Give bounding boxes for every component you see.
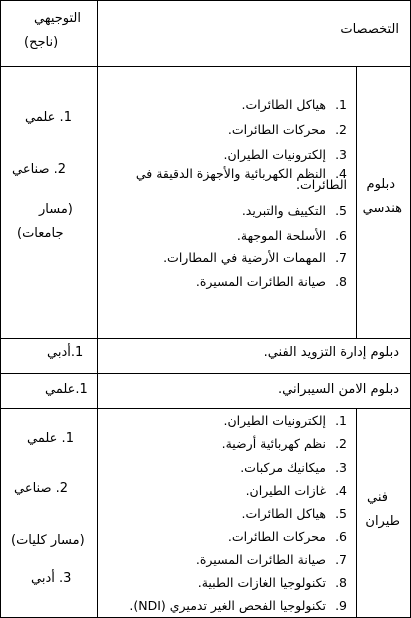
list-item: 8. صيانة الطائرات المسيرة. bbox=[195, 274, 347, 289]
column-divider bbox=[356, 408, 357, 617]
column-divider bbox=[356, 66, 357, 338]
list-item: 1. إلكترونيات الطيران. bbox=[223, 413, 347, 428]
list-item: 6. محركات الطائرات. bbox=[227, 529, 347, 544]
header-specializations: التخصصات bbox=[340, 22, 399, 37]
list-item: 9. تكنولوجيا الفحص الغير تدميري (NDI). bbox=[129, 598, 347, 613]
requirement: 2. صناعي bbox=[12, 162, 67, 177]
requirement: 3. أدبي bbox=[31, 571, 72, 586]
row-divider bbox=[0, 66, 411, 67]
list-item: 3. إلكترونيات الطيران. bbox=[223, 147, 347, 162]
list-item: 6. الأسلحة الموجهة. bbox=[236, 228, 347, 243]
row-divider bbox=[0, 373, 411, 374]
list-item: 5. هياكل الطائرات. bbox=[241, 506, 347, 521]
list-item: 1. هياكل الطائرات. bbox=[241, 97, 347, 112]
list-item: 5. التكييف والتبريد. bbox=[241, 203, 347, 218]
row-name-line1: فني bbox=[367, 490, 388, 505]
row-divider bbox=[0, 408, 411, 409]
requirement: جامعات) bbox=[17, 226, 64, 241]
list-item: 4. غازات الطيران. bbox=[245, 483, 347, 498]
requirement: 1. علمي bbox=[25, 110, 72, 125]
requirement: (مسار كليات) bbox=[11, 533, 85, 548]
table-border bbox=[0, 0, 1, 618]
list-item: 4. النظم الكهربائية والأجهزة الدقيقة في الطائرات. bbox=[135, 166, 347, 192]
list-item: 2. محركات الطائرات. bbox=[227, 122, 347, 137]
column-divider bbox=[97, 0, 98, 618]
list-item: 7. المهمات الأرضية في المطارات. bbox=[163, 250, 347, 265]
header-passed: (ناجح) bbox=[24, 35, 59, 50]
requirement: 2. صناعي bbox=[14, 481, 69, 496]
requirement: 1.أدبي bbox=[47, 345, 84, 360]
header-tawjihi: التوجيهي bbox=[34, 11, 81, 26]
list-item: 8. تكنولوجيا الغازات الطبية. bbox=[197, 575, 347, 590]
list-item: 2. نظم كهربائية أرضية. bbox=[221, 436, 347, 451]
row-name: دبلوم إدارة التزويد الفني. bbox=[263, 345, 399, 360]
requirement: (مسار bbox=[39, 202, 73, 217]
table-border bbox=[0, 0, 411, 1]
row-name-line1: دبلوم bbox=[366, 177, 395, 192]
requirement: 1. علمي bbox=[27, 431, 74, 446]
row-divider bbox=[0, 338, 411, 339]
list-item: 7. صيانة الطائرات المسيرة. bbox=[195, 552, 347, 567]
row-name: دبلوم الامن السيبراني. bbox=[277, 382, 399, 397]
row-name-line2: طيران bbox=[365, 514, 400, 529]
list-item: 3. ميكانيك مركبات. bbox=[240, 460, 347, 475]
requirement: 1.علمي bbox=[45, 382, 88, 397]
row-name-line2: هندسي bbox=[362, 201, 402, 216]
